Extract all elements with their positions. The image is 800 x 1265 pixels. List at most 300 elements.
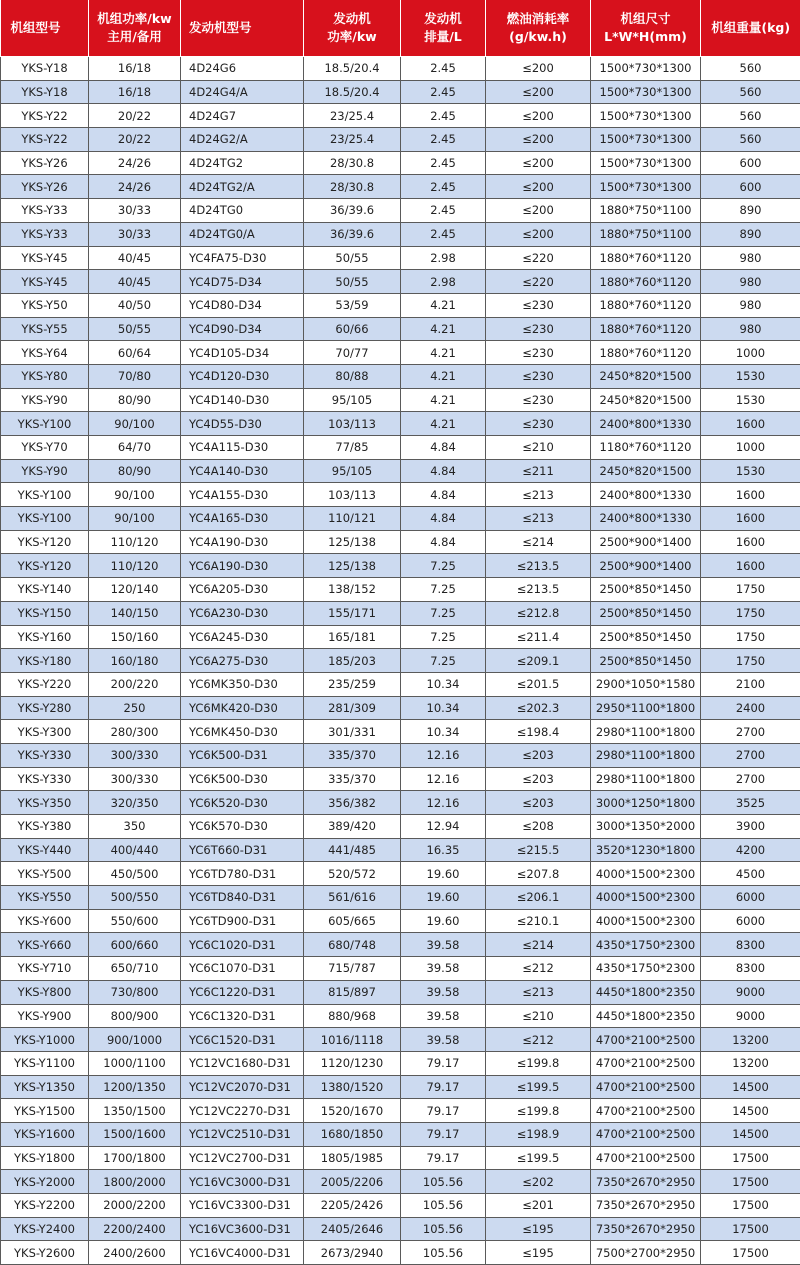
cell-engine: YC6A190-D30 — [181, 554, 304, 578]
cell-engine-power: 77/85 — [304, 436, 401, 460]
header-model-line: 机组型号 — [11, 19, 87, 37]
table-row — [1, 246, 800, 270]
cell-size: 4000*1500*2300 — [591, 909, 701, 933]
cell-displacement: 4.21 — [401, 364, 486, 388]
cell-power: 80/90 — [89, 388, 181, 412]
table-row — [1, 1051, 800, 1075]
cell-model: YKS-Y380 — [1, 815, 89, 839]
cell-engine-power: 53/59 — [304, 293, 401, 317]
cell-engine-power: 95/105 — [304, 388, 401, 412]
table-row — [1, 151, 800, 175]
cell-power: 2000/2200 — [89, 1194, 181, 1218]
header-displacement-line-1: 发动机 — [403, 10, 483, 28]
cell-displacement: 4.84 — [401, 507, 486, 531]
cell-power: 30/33 — [89, 222, 181, 246]
cell-engine: YC6MK350-D30 — [181, 672, 304, 696]
cell-size: 2500*900*1400 — [591, 554, 701, 578]
cell-model: YKS-Y1600 — [1, 1122, 89, 1146]
cell-power: 90/100 — [89, 483, 181, 507]
cell-displacement: 2.45 — [401, 128, 486, 152]
cell-model: YKS-Y160 — [1, 625, 89, 649]
cell-fuel: ≤213.5 — [486, 578, 591, 602]
cell-engine: 4D24TG2/A — [181, 175, 304, 199]
cell-engine-power: 23/25.4 — [304, 128, 401, 152]
cell-weight: 2700 — [701, 743, 800, 767]
table-body — [1, 57, 800, 1265]
header-engine-line: 发动机型号 — [189, 19, 301, 37]
cell-fuel: ≤230 — [486, 293, 591, 317]
cell-engine: YC16VC3600-D31 — [181, 1217, 304, 1241]
cell-size: 2400*800*1330 — [591, 483, 701, 507]
cell-model: YKS-Y550 — [1, 886, 89, 910]
cell-engine: 4D24TG0 — [181, 199, 304, 223]
table-header-row — [1, 0, 800, 57]
cell-engine-power: 1520/1670 — [304, 1099, 401, 1123]
cell-displacement: 7.25 — [401, 578, 486, 602]
table-row — [1, 649, 800, 673]
table-row — [1, 767, 800, 791]
cell-power: 200/220 — [89, 672, 181, 696]
table-row — [1, 222, 800, 246]
header-displacement — [401, 0, 486, 57]
cell-engine: YC6K500-D31 — [181, 743, 304, 767]
cell-engine: YC6A230-D30 — [181, 601, 304, 625]
table-row — [1, 459, 800, 483]
cell-weight: 9000 — [701, 1004, 800, 1028]
cell-fuel: ≤213 — [486, 507, 591, 531]
cell-model: YKS-Y120 — [1, 530, 89, 554]
cell-model: YKS-Y18 — [1, 57, 89, 81]
cell-engine: YC4D105-D34 — [181, 341, 304, 365]
table-row — [1, 1028, 800, 1052]
cell-fuel: ≤230 — [486, 412, 591, 436]
cell-weight: 14500 — [701, 1075, 800, 1099]
cell-displacement: 4.21 — [401, 388, 486, 412]
cell-size: 2500*850*1450 — [591, 625, 701, 649]
cell-displacement: 4.84 — [401, 459, 486, 483]
cell-engine: 4D24G2/A — [181, 128, 304, 152]
cell-weight: 1600 — [701, 554, 800, 578]
cell-engine-power: 301/331 — [304, 720, 401, 744]
table-row — [1, 554, 800, 578]
cell-power: 40/45 — [89, 246, 181, 270]
cell-power: 400/440 — [89, 838, 181, 862]
table-row — [1, 1099, 800, 1123]
cell-power: 800/900 — [89, 1004, 181, 1028]
cell-power: 1700/1800 — [89, 1146, 181, 1170]
cell-model: YKS-Y90 — [1, 388, 89, 412]
cell-size: 2500*850*1450 — [591, 578, 701, 602]
cell-fuel: ≤214 — [486, 530, 591, 554]
cell-engine: YC4D90-D34 — [181, 317, 304, 341]
cell-engine: YC6A205-D30 — [181, 578, 304, 602]
cell-weight: 560 — [701, 128, 800, 152]
cell-model: YKS-Y220 — [1, 672, 89, 696]
cell-power: 350 — [89, 815, 181, 839]
cell-model: YKS-Y800 — [1, 980, 89, 1004]
cell-model: YKS-Y100 — [1, 412, 89, 436]
table-row — [1, 436, 800, 460]
cell-engine: YC12VC2700-D31 — [181, 1146, 304, 1170]
cell-weight: 2700 — [701, 767, 800, 791]
cell-weight: 1530 — [701, 459, 800, 483]
cell-engine: YC16VC3000-D31 — [181, 1170, 304, 1194]
cell-power: 16/18 — [89, 57, 181, 81]
cell-fuel: ≤213.5 — [486, 554, 591, 578]
cell-fuel: ≤230 — [486, 341, 591, 365]
cell-fuel: ≤207.8 — [486, 862, 591, 886]
cell-model: YKS-Y900 — [1, 1004, 89, 1028]
cell-engine-power: 28/30.8 — [304, 151, 401, 175]
cell-fuel: ≤203 — [486, 743, 591, 767]
cell-displacement: 16.35 — [401, 838, 486, 862]
cell-displacement: 4.21 — [401, 341, 486, 365]
cell-model: YKS-Y80 — [1, 364, 89, 388]
cell-size: 3520*1230*1800 — [591, 838, 701, 862]
cell-size: 4350*1750*2300 — [591, 933, 701, 957]
cell-displacement: 4.21 — [401, 317, 486, 341]
cell-displacement: 4.84 — [401, 483, 486, 507]
cell-model: YKS-Y70 — [1, 436, 89, 460]
cell-displacement: 4.84 — [401, 530, 486, 554]
cell-engine: 4D24TG2 — [181, 151, 304, 175]
cell-size: 4700*2100*2500 — [591, 1075, 701, 1099]
cell-engine-power: 2405/2646 — [304, 1217, 401, 1241]
cell-weight: 2100 — [701, 672, 800, 696]
table-row — [1, 815, 800, 839]
cell-displacement: 7.25 — [401, 649, 486, 673]
cell-weight: 17500 — [701, 1194, 800, 1218]
cell-power: 60/64 — [89, 341, 181, 365]
table-row — [1, 388, 800, 412]
cell-engine-power: 110/121 — [304, 507, 401, 531]
cell-weight: 8300 — [701, 933, 800, 957]
cell-fuel: ≤200 — [486, 199, 591, 223]
cell-weight: 980 — [701, 246, 800, 270]
header-model — [1, 0, 89, 57]
cell-weight: 3900 — [701, 815, 800, 839]
cell-engine-power: 125/138 — [304, 554, 401, 578]
table-row — [1, 1122, 800, 1146]
cell-power: 900/1000 — [89, 1028, 181, 1052]
cell-weight: 980 — [701, 317, 800, 341]
cell-weight: 1600 — [701, 412, 800, 436]
cell-size: 2450*820*1500 — [591, 388, 701, 412]
cell-size: 2900*1050*1580 — [591, 672, 701, 696]
cell-fuel: ≤209.1 — [486, 649, 591, 673]
cell-displacement: 4.21 — [401, 293, 486, 317]
cell-weight: 1530 — [701, 364, 800, 388]
cell-weight: 17500 — [701, 1241, 800, 1265]
cell-model: YKS-Y330 — [1, 767, 89, 791]
cell-engine: 4D24TG0/A — [181, 222, 304, 246]
cell-model: YKS-Y50 — [1, 293, 89, 317]
cell-fuel: ≤200 — [486, 151, 591, 175]
cell-displacement: 2.45 — [401, 57, 486, 81]
header-power-line-2: 主用/备用 — [91, 28, 178, 46]
cell-weight: 4200 — [701, 838, 800, 862]
cell-power: 80/90 — [89, 459, 181, 483]
table-row — [1, 317, 800, 341]
cell-engine: YC6C1220-D31 — [181, 980, 304, 1004]
cell-size: 2980*1100*1800 — [591, 720, 701, 744]
cell-model: YKS-Y330 — [1, 743, 89, 767]
cell-fuel: ≤203 — [486, 791, 591, 815]
header-power — [89, 0, 181, 57]
table-row — [1, 909, 800, 933]
table-row — [1, 980, 800, 1004]
header-displacement-line-2: 排量/L — [403, 28, 483, 46]
cell-size: 2400*800*1330 — [591, 507, 701, 531]
cell-fuel: ≤210 — [486, 1004, 591, 1028]
header-engine-power-line-2: 功率/kw — [306, 28, 398, 46]
cell-fuel: ≤230 — [486, 317, 591, 341]
table-row — [1, 104, 800, 128]
table-row — [1, 672, 800, 696]
cell-power: 1000/1100 — [89, 1051, 181, 1075]
cell-weight: 17500 — [701, 1146, 800, 1170]
cell-fuel: ≤199.5 — [486, 1146, 591, 1170]
table-row — [1, 175, 800, 199]
cell-weight: 980 — [701, 293, 800, 317]
cell-engine: 4D24G6 — [181, 57, 304, 81]
cell-displacement: 105.56 — [401, 1241, 486, 1265]
cell-displacement: 2.45 — [401, 175, 486, 199]
cell-weight: 600 — [701, 175, 800, 199]
cell-weight: 4500 — [701, 862, 800, 886]
cell-engine-power: 680/748 — [304, 933, 401, 957]
cell-weight: 13200 — [701, 1028, 800, 1052]
cell-power: 50/55 — [89, 317, 181, 341]
cell-size: 3000*1350*2000 — [591, 815, 701, 839]
table-row — [1, 57, 800, 81]
cell-weight: 13200 — [701, 1051, 800, 1075]
cell-displacement: 19.60 — [401, 909, 486, 933]
cell-weight: 6000 — [701, 909, 800, 933]
cell-size: 4350*1750*2300 — [591, 957, 701, 981]
cell-size: 2450*820*1500 — [591, 364, 701, 388]
cell-engine: YC4D55-D30 — [181, 412, 304, 436]
cell-power: 1800/2000 — [89, 1170, 181, 1194]
cell-engine-power: 2205/2426 — [304, 1194, 401, 1218]
cell-engine-power: 95/105 — [304, 459, 401, 483]
cell-model: YKS-Y1000 — [1, 1028, 89, 1052]
cell-power: 1500/1600 — [89, 1122, 181, 1146]
cell-engine: YC6TD900-D31 — [181, 909, 304, 933]
cell-power: 2200/2400 — [89, 1217, 181, 1241]
cell-power: 500/550 — [89, 886, 181, 910]
cell-power: 90/100 — [89, 507, 181, 531]
cell-size: 1880*760*1120 — [591, 317, 701, 341]
cell-displacement: 2.45 — [401, 104, 486, 128]
cell-power: 2400/2600 — [89, 1241, 181, 1265]
cell-displacement: 10.34 — [401, 672, 486, 696]
cell-size: 1500*730*1300 — [591, 151, 701, 175]
table-row — [1, 1004, 800, 1028]
cell-engine: YC6C1020-D31 — [181, 933, 304, 957]
table-row — [1, 341, 800, 365]
cell-engine-power: 103/113 — [304, 483, 401, 507]
table-row — [1, 1241, 800, 1265]
cell-fuel: ≤200 — [486, 222, 591, 246]
cell-weight: 1530 — [701, 388, 800, 412]
cell-fuel: ≤200 — [486, 128, 591, 152]
cell-size: 4700*2100*2500 — [591, 1146, 701, 1170]
cell-size: 2450*820*1500 — [591, 459, 701, 483]
table-row — [1, 791, 800, 815]
cell-weight: 1600 — [701, 530, 800, 554]
cell-displacement: 39.58 — [401, 980, 486, 1004]
cell-engine: YC4A115-D30 — [181, 436, 304, 460]
cell-power: 450/500 — [89, 862, 181, 886]
cell-fuel: ≤214 — [486, 933, 591, 957]
cell-model: YKS-Y2400 — [1, 1217, 89, 1241]
header-size — [591, 0, 701, 57]
cell-model: YKS-Y280 — [1, 696, 89, 720]
cell-power: 30/33 — [89, 199, 181, 223]
cell-displacement: 39.58 — [401, 1004, 486, 1028]
cell-power: 1200/1350 — [89, 1075, 181, 1099]
cell-fuel: ≤201.5 — [486, 672, 591, 696]
cell-engine: YC6T660-D31 — [181, 838, 304, 862]
cell-weight: 560 — [701, 80, 800, 104]
table-row — [1, 483, 800, 507]
cell-engine-power: 1680/1850 — [304, 1122, 401, 1146]
cell-model: YKS-Y440 — [1, 838, 89, 862]
cell-model: YKS-Y660 — [1, 933, 89, 957]
cell-model: YKS-Y33 — [1, 199, 89, 223]
cell-weight: 890 — [701, 222, 800, 246]
cell-weight: 560 — [701, 57, 800, 81]
cell-size: 1880*750*1100 — [591, 199, 701, 223]
cell-engine-power: 103/113 — [304, 412, 401, 436]
cell-engine: YC16VC3300-D31 — [181, 1194, 304, 1218]
cell-size: 3000*1250*1800 — [591, 791, 701, 815]
table-row — [1, 293, 800, 317]
cell-displacement: 105.56 — [401, 1217, 486, 1241]
cell-fuel: ≤230 — [486, 364, 591, 388]
cell-engine-power: 561/616 — [304, 886, 401, 910]
cell-size: 1880*760*1120 — [591, 293, 701, 317]
cell-engine: YC6K500-D30 — [181, 767, 304, 791]
cell-displacement: 12.16 — [401, 743, 486, 767]
cell-power: 64/70 — [89, 436, 181, 460]
cell-weight: 560 — [701, 104, 800, 128]
table-row — [1, 80, 800, 104]
cell-engine-power: 1016/1118 — [304, 1028, 401, 1052]
cell-engine: YC6MK420-D30 — [181, 696, 304, 720]
cell-displacement: 10.34 — [401, 696, 486, 720]
cell-fuel: ≤200 — [486, 80, 591, 104]
cell-engine: YC6TD840-D31 — [181, 886, 304, 910]
cell-power: 320/350 — [89, 791, 181, 815]
cell-engine: YC6K570-D30 — [181, 815, 304, 839]
cell-weight: 1600 — [701, 507, 800, 531]
cell-model: YKS-Y120 — [1, 554, 89, 578]
cell-engine-power: 880/968 — [304, 1004, 401, 1028]
cell-fuel: ≤212 — [486, 957, 591, 981]
cell-power: 300/330 — [89, 767, 181, 791]
cell-weight: 14500 — [701, 1122, 800, 1146]
cell-fuel: ≤201 — [486, 1194, 591, 1218]
table-row — [1, 199, 800, 223]
cell-power: 40/45 — [89, 270, 181, 294]
cell-fuel: ≤208 — [486, 815, 591, 839]
cell-engine: YC4A155-D30 — [181, 483, 304, 507]
cell-fuel: ≤198.9 — [486, 1122, 591, 1146]
header-power-line-1: 机组功率/kw — [91, 10, 178, 28]
cell-model: YKS-Y90 — [1, 459, 89, 483]
cell-engine-power: 715/787 — [304, 957, 401, 981]
table-row — [1, 957, 800, 981]
cell-displacement: 2.45 — [401, 80, 486, 104]
header-fuel-line-2: (g/kw.h) — [488, 28, 588, 46]
cell-engine: YC16VC4000-D31 — [181, 1241, 304, 1265]
cell-model: YKS-Y500 — [1, 862, 89, 886]
table-row — [1, 838, 800, 862]
cell-fuel: ≤215.5 — [486, 838, 591, 862]
cell-power: 24/26 — [89, 151, 181, 175]
cell-engine-power: 281/309 — [304, 696, 401, 720]
cell-fuel: ≤213 — [486, 483, 591, 507]
cell-displacement: 39.58 — [401, 933, 486, 957]
cell-fuel: ≤200 — [486, 175, 591, 199]
cell-displacement: 7.25 — [401, 554, 486, 578]
cell-engine-power: 815/897 — [304, 980, 401, 1004]
cell-power: 280/300 — [89, 720, 181, 744]
cell-engine-power: 165/181 — [304, 625, 401, 649]
cell-displacement: 12.94 — [401, 815, 486, 839]
cell-displacement: 7.25 — [401, 625, 486, 649]
table-row — [1, 1146, 800, 1170]
cell-engine: 4D24G7 — [181, 104, 304, 128]
cell-size: 1880*760*1120 — [591, 341, 701, 365]
cell-size: 1180*760*1120 — [591, 436, 701, 460]
cell-engine: YC6TD780-D31 — [181, 862, 304, 886]
cell-size: 1500*730*1300 — [591, 80, 701, 104]
cell-weight: 8300 — [701, 957, 800, 981]
cell-engine-power: 50/55 — [304, 270, 401, 294]
cell-power: 90/100 — [89, 412, 181, 436]
cell-size: 2400*800*1330 — [591, 412, 701, 436]
cell-size: 1500*730*1300 — [591, 175, 701, 199]
cell-power: 16/18 — [89, 80, 181, 104]
cell-engine: YC6MK450-D30 — [181, 720, 304, 744]
cell-engine-power: 70/77 — [304, 341, 401, 365]
cell-displacement: 79.17 — [401, 1075, 486, 1099]
cell-fuel: ≤230 — [486, 388, 591, 412]
cell-weight: 9000 — [701, 980, 800, 1004]
table-row — [1, 601, 800, 625]
cell-displacement: 39.58 — [401, 957, 486, 981]
cell-engine-power: 605/665 — [304, 909, 401, 933]
cell-fuel: ≤220 — [486, 270, 591, 294]
cell-engine-power: 18.5/20.4 — [304, 57, 401, 81]
cell-fuel: ≤211 — [486, 459, 591, 483]
cell-power: 120/140 — [89, 578, 181, 602]
cell-size: 4700*2100*2500 — [591, 1051, 701, 1075]
cell-power: 160/180 — [89, 649, 181, 673]
cell-displacement: 2.98 — [401, 246, 486, 270]
cell-displacement: 19.60 — [401, 886, 486, 910]
cell-fuel: ≤200 — [486, 57, 591, 81]
cell-fuel: ≤202 — [486, 1170, 591, 1194]
cell-fuel: ≤220 — [486, 246, 591, 270]
header-size-line-1: 机组尺寸 — [593, 10, 698, 28]
cell-size: 4700*2100*2500 — [591, 1122, 701, 1146]
table-row — [1, 720, 800, 744]
cell-engine-power: 36/39.6 — [304, 222, 401, 246]
